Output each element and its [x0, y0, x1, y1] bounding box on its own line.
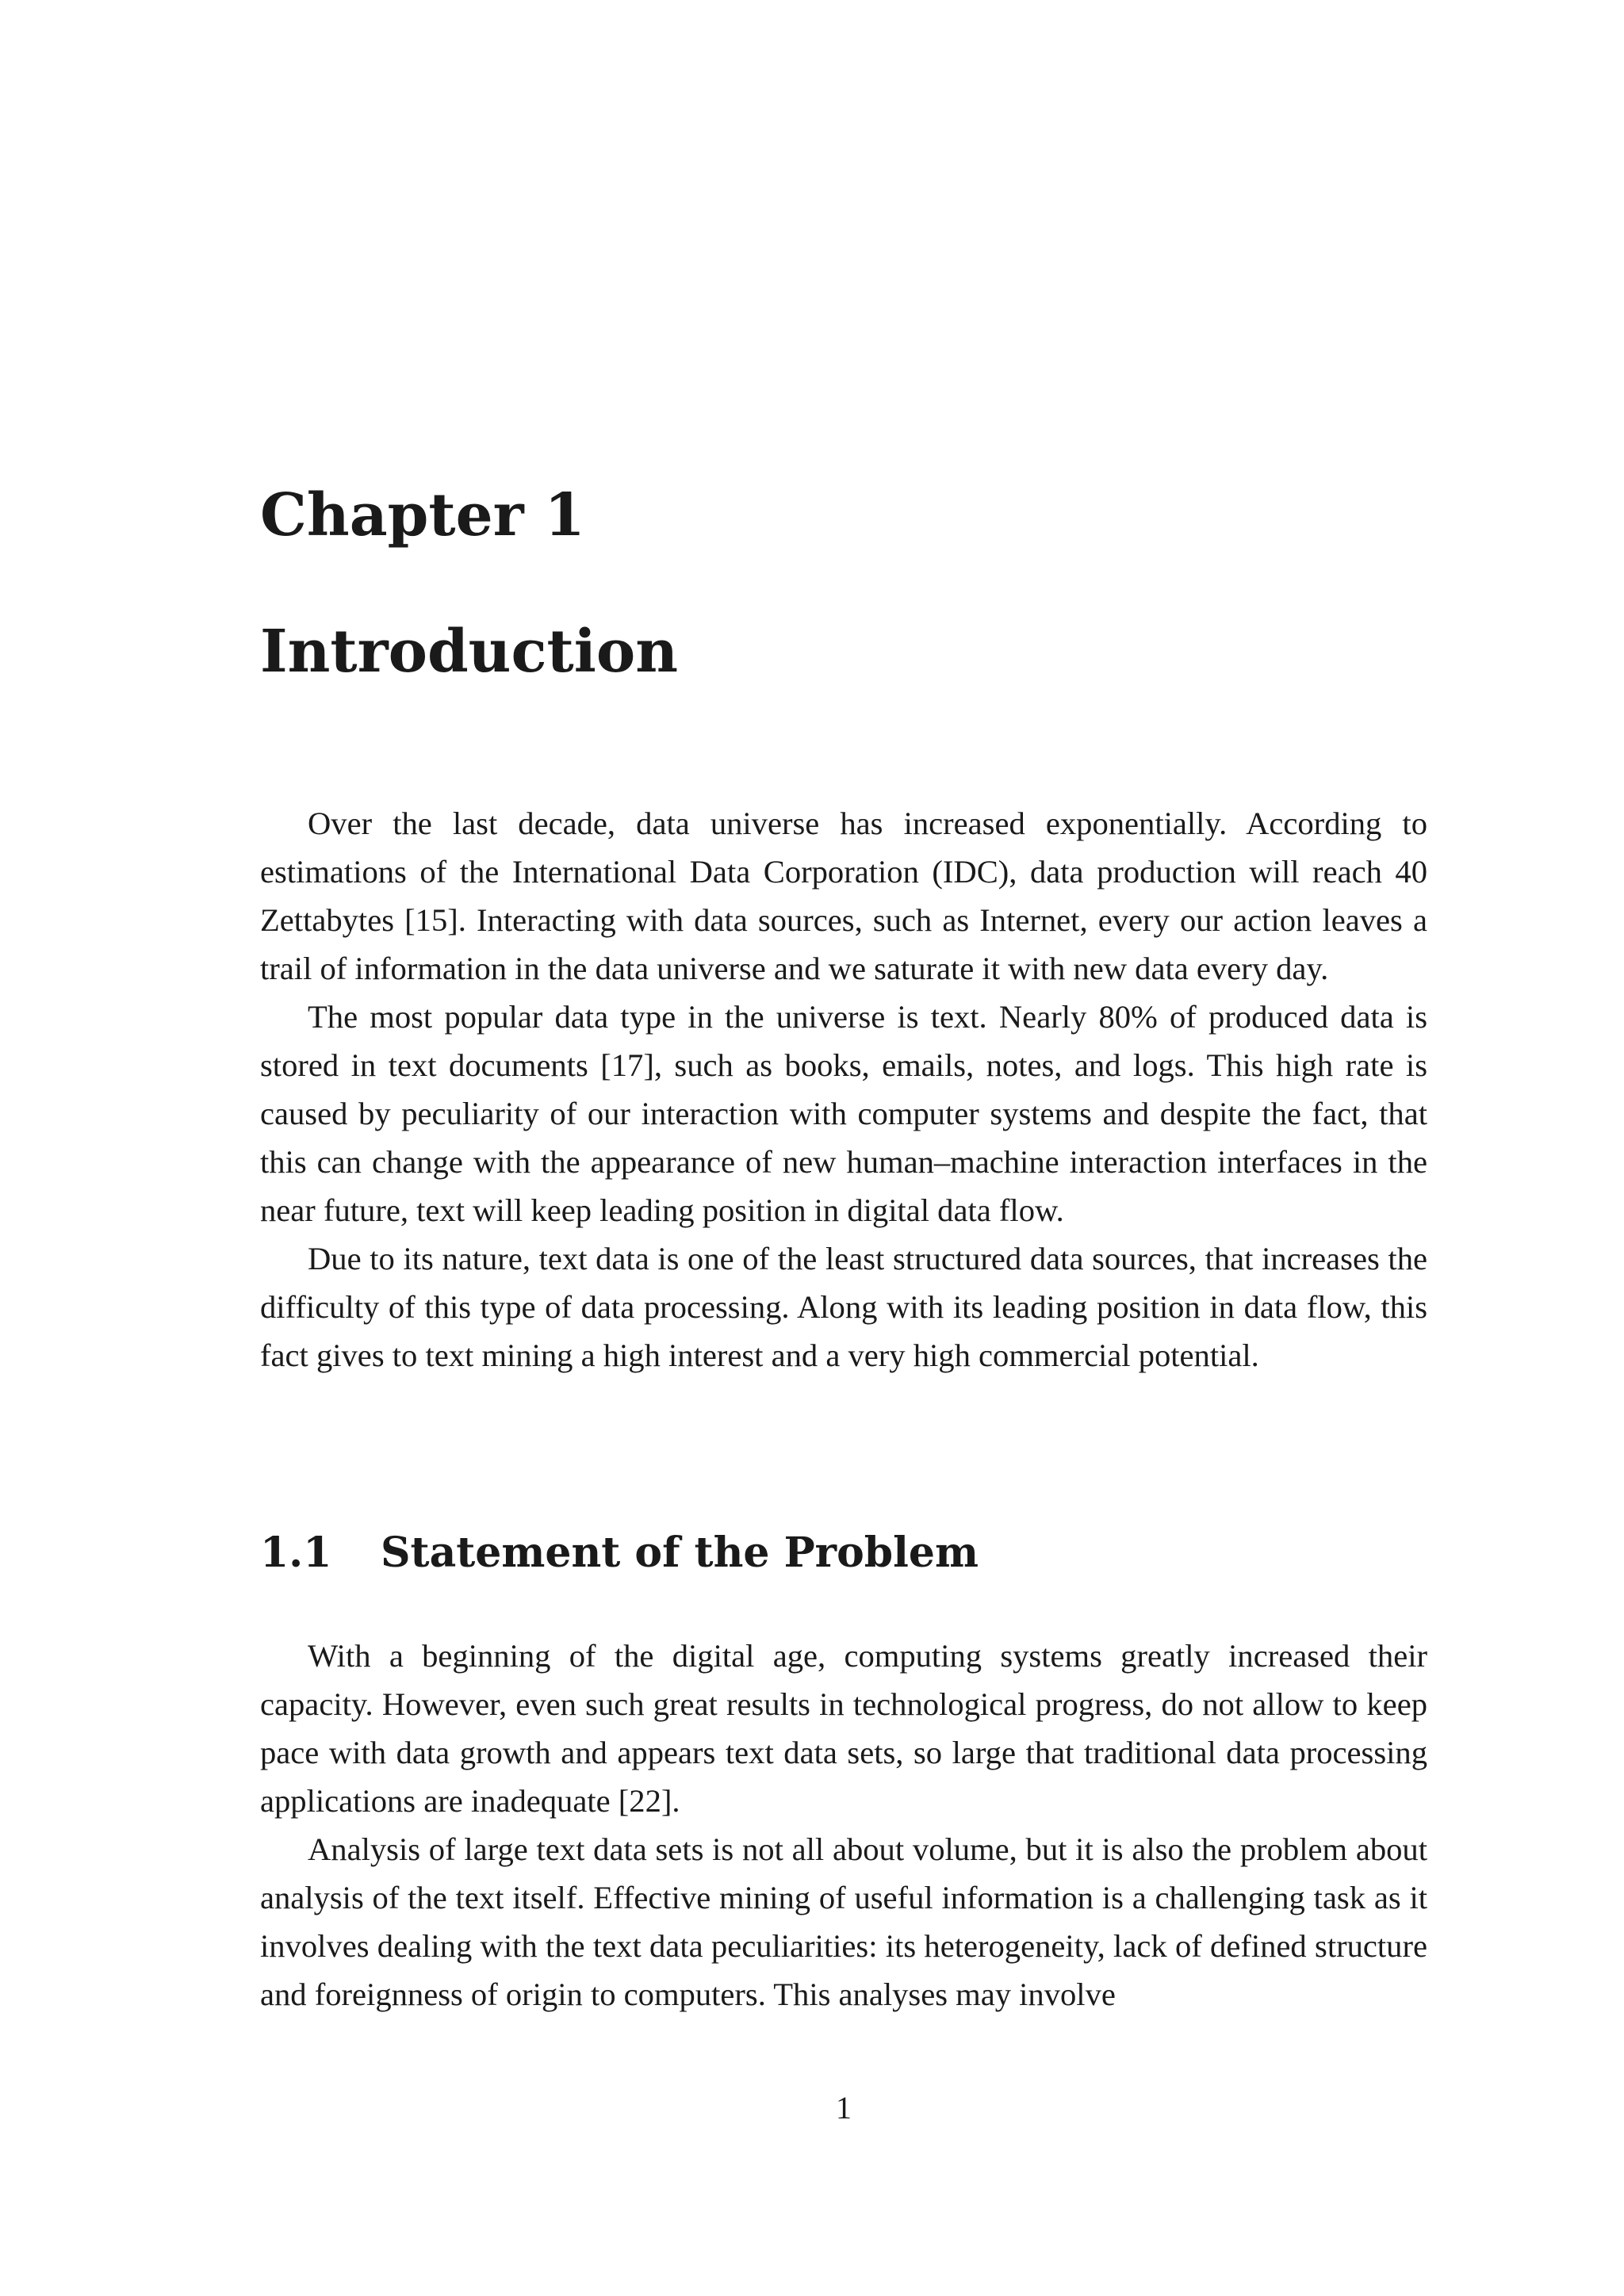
introduction-body [260, 799, 1427, 1380]
section-paragraph-2: Analysis of large text data sets is not all about volume, but it is also the problem about analysis of the text itself. Effective mining of useful information is a challenging task as it involves dealing with the text data peculiarities: its heterogeneity, lack of defined structure and foreignness of origin to computers. This analyses may involve [260, 1831, 1427, 2012]
chapter-label: Chapter 1 [260, 481, 585, 549]
section-heading [260, 1525, 979, 1581]
intro-paragraph-2: The most popular data type in the universe is text. Nearly 80% of produced data is stored in text documents [17], such as books, emails, notes, and logs. This high rate is caused by peculiarity of our interaction with computer systems and despite the fact, that this can change with the appearance of new human–machine interaction interfaces in the near future, text will keep leading position in digital data flow. [260, 999, 1427, 1228]
section-title: Statement of the Problem [381, 1529, 979, 1577]
section-body [260, 1632, 1427, 2019]
page-number: 1 [836, 2090, 852, 2126]
document-page [260, 0, 1427, 2296]
section-paragraph-1: With a beginning of the digital age, computing systems greatly increased their capacity. However, even such great results in technological progress, do not allow to keep pace with data growth and appears text data sets, so large that traditional data processing applications are inadequate [22]. [260, 1638, 1427, 1819]
intro-paragraph-1: Over the last decade, data universe has increased exponentially. According to estimations of the International Data Corporation (IDC), data production will reach 40 Zettabytes [15]. Interacting with data sources, such as Internet, every our action leaves a trail of information in the data universe and we saturate it with new data every day. [260, 806, 1427, 986]
intro-paragraph-3: Due to its nature, text data is one of the least structured data sources, that increases the difficulty of this type of data processing. Along with its leading position in data flow, this fact gives to text mining a high interest and a very high commercial potential. [260, 1241, 1427, 1373]
section-number: 1.1 [260, 1529, 332, 1577]
chapter-title: Introduction [260, 618, 678, 686]
